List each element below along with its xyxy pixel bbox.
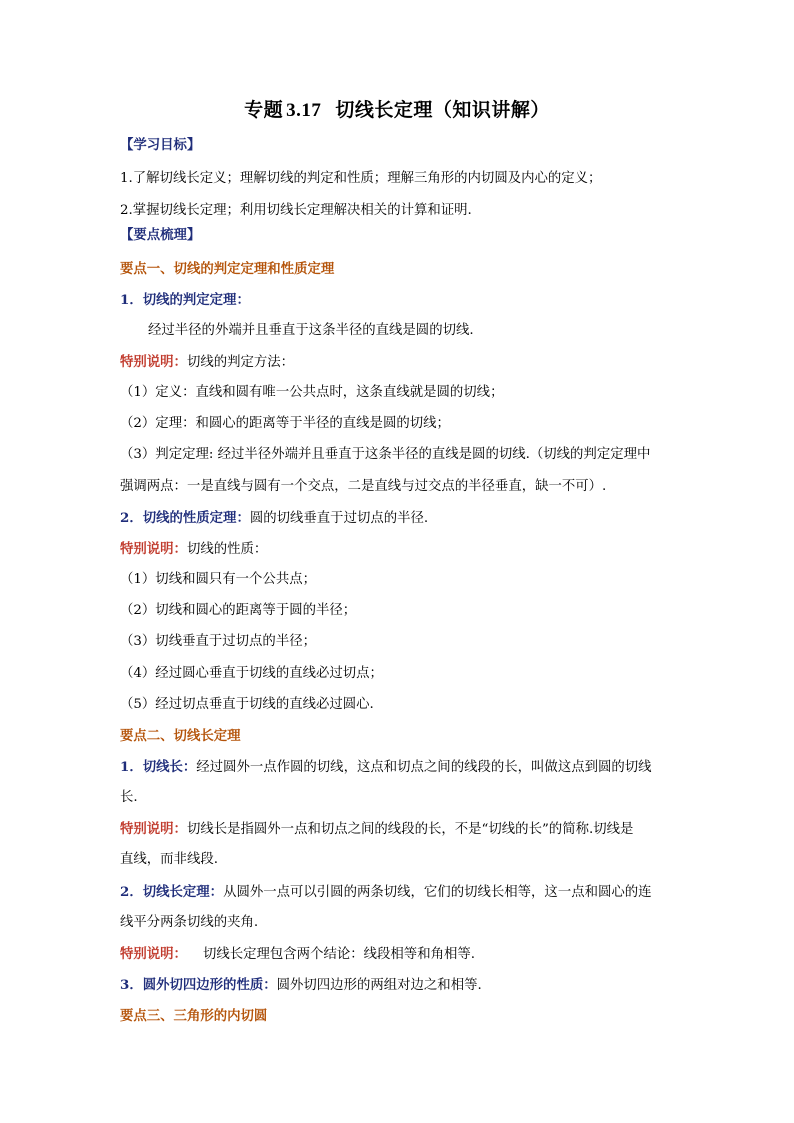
section2-p1-text: 经过圆外一点作圆的切线，这点和切点之间的线段的长，叫做这点到圆的切线: [196, 760, 652, 775]
key-points-header: 【要点梳理】: [120, 227, 201, 243]
goal-item-1: 1.了解切线长定义；理解切线的判定和性质；理解三角形的内切圆及内心的定义；: [120, 171, 602, 186]
section1-title: 要点一、切线的判定定理和性质定理: [120, 261, 335, 277]
method-item-3-cont: 强调两点：一是直线与圆有一个交点，二是直线与过交点的半径垂直，缺一不可）.: [120, 479, 607, 494]
section2-note1-cont: 直线，而非线段.: [120, 852, 218, 867]
section2-note2-text: 切线长定理包含两个结论：线段相等和角相等.: [202, 947, 476, 962]
title-text: 切线长定理（知识讲解）: [335, 99, 550, 121]
section2-p2-text: 从圆外一点可以引圆的两条切线，它们的切线长相等，这一点和圆心的连: [223, 885, 652, 900]
section2-note2-label: 特别说明：: [120, 946, 187, 962]
section1-p2: [120, 508, 680, 529]
section1-note2-text: 切线的性质：: [186, 542, 268, 557]
title-number: 3.17: [286, 100, 322, 121]
section1-p1-text: 经过半径的外端并且垂直于这条半径的直线是圆的切线.: [148, 323, 474, 338]
section1-note1-label: 特别说明：: [120, 354, 187, 370]
section2-p3-text: 圆外切四边形的两组对边之和相等.: [276, 978, 482, 993]
section1-p2-text: 圆的切线垂直于过切点的半径.: [249, 511, 429, 526]
section1-note1: [120, 352, 680, 373]
method-item-1: （1）定义：直线和圆有唯一公共点时，这条直线就是圆的切线；: [120, 385, 504, 400]
section2-p3: [120, 975, 680, 996]
section2-note2: [120, 944, 680, 965]
property-item-2: （2）切线和圆心的距离等于圆的半径；: [120, 603, 357, 618]
method-item-2: （2）定理：和圆心的距离等于半径的直线是圆的切线；: [120, 416, 450, 431]
section2-note1-label: 特别说明：: [120, 821, 187, 837]
section3-title: 要点三、三角形的内切圆: [120, 1008, 268, 1024]
method-item-3: （3）判定定理: 经过半径外端并且垂直于这条半径的直线是圆的切线.（切线的判定定理中: [120, 447, 651, 462]
page-title: [0, 95, 794, 122]
section2-p1-label: 1．切线长：: [120, 759, 197, 775]
learning-goals-header: 【学习目标】: [120, 137, 201, 153]
section1-p1: [120, 290, 680, 311]
section2-p2: [120, 882, 680, 903]
property-item-1: （1）切线和圆只有一个公共点；: [120, 572, 316, 587]
title-prefix: 专题: [244, 99, 284, 121]
section2-note1: [120, 819, 680, 840]
property-item-3: （3）切线垂直于过切点的半径；: [120, 634, 316, 649]
goal-item-2: 2.掌握切线长定理；利用切线长定理解决相关的计算和证明.: [120, 203, 472, 218]
property-item-5: （5）经过切点垂直于切线的直线必过圆心.: [120, 697, 374, 712]
property-item-4: （4）经过圆心垂直于切线的直线必过切点；: [120, 666, 383, 681]
section2-note1-text: 切线长是指圆外一点和切点之间的线段的长，不是“切线的长”的简称.切线是: [186, 822, 634, 837]
section1-note2: [120, 539, 680, 560]
section2-p2-cont: 线平分两条切线的夹角.: [120, 915, 259, 930]
section1-p1-label: 1．切线的判定定理：: [120, 292, 250, 308]
section2-p1-cont: 长.: [120, 790, 138, 805]
section1-note1-text: 切线的判定方法：: [186, 355, 295, 370]
section1-note2-label: 特别说明：: [120, 541, 187, 557]
section2-title: 要点二、切线长定理: [120, 728, 241, 744]
section2-p3-label: 3．圆外切四边形的性质：: [120, 977, 277, 993]
section2-p1: [120, 757, 680, 778]
section2-p2-label: 2．切线长定理：: [120, 884, 224, 900]
section1-p2-label: 2．切线的性质定理：: [120, 510, 250, 526]
